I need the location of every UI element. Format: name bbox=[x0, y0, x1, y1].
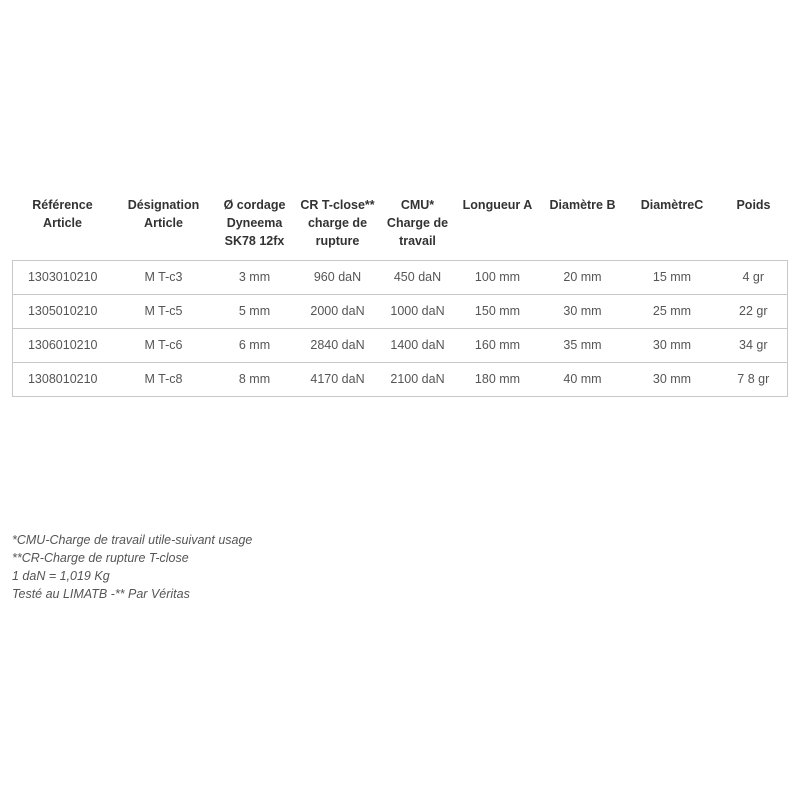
cell-reference: 1306010210 bbox=[13, 329, 113, 363]
footnote-conversion: 1 daN = 1,019 Kg bbox=[12, 569, 110, 583]
cell-weight: 34 gr bbox=[720, 329, 788, 363]
header-reference: Référence Article bbox=[32, 198, 93, 230]
cell-working-load: 2100 daN bbox=[381, 363, 455, 397]
cell-breaking-load: 4170 daN bbox=[295, 363, 381, 397]
cell-reference: 1308010210 bbox=[13, 363, 113, 397]
cell-diameter-c: 15 mm bbox=[625, 261, 720, 295]
specifications-table bbox=[12, 196, 788, 397]
cell-diameter-b: 30 mm bbox=[541, 295, 625, 329]
cell-rope-diameter: 3 mm bbox=[215, 261, 295, 295]
footnote-cr: **CR-Charge de rupture T-close bbox=[12, 551, 189, 565]
header-designation: Désignation Article bbox=[127, 198, 200, 230]
header-rope-diameter: Ø cordage Dyneema SK78 12fx bbox=[223, 198, 286, 248]
table-row bbox=[13, 295, 788, 329]
header-diameter-c: DiamètreC bbox=[640, 198, 704, 212]
header-diameter-b: Diamètre B bbox=[549, 198, 616, 212]
cell-diameter-b: 35 mm bbox=[541, 329, 625, 363]
footnote-cmu: *CMU-Charge de travail utile-suivant usage bbox=[12, 533, 253, 547]
cell-rope-diameter: 8 mm bbox=[215, 363, 295, 397]
cell-working-load: 450 daN bbox=[381, 261, 455, 295]
cell-breaking-load: 960 daN bbox=[295, 261, 381, 295]
cell-weight: 7 8 gr bbox=[720, 363, 788, 397]
header-length-a: Longueur A bbox=[462, 198, 533, 212]
table-body bbox=[13, 261, 788, 397]
cell-weight: 22 gr bbox=[720, 295, 788, 329]
cell-designation: M T-c3 bbox=[113, 261, 215, 295]
cell-rope-diameter: 5 mm bbox=[215, 295, 295, 329]
header-row bbox=[13, 196, 788, 261]
cell-diameter-b: 20 mm bbox=[541, 261, 625, 295]
header-weight: Poids bbox=[736, 198, 771, 212]
cell-breaking-load: 2000 daN bbox=[295, 295, 381, 329]
cell-diameter-c: 30 mm bbox=[625, 329, 720, 363]
header-working-load: CMU* Charge de travail bbox=[386, 198, 449, 248]
cell-working-load: 1000 daN bbox=[381, 295, 455, 329]
footnote-testing: Testé au LIMATB -** Par Véritas bbox=[12, 587, 190, 601]
cell-designation: M T-c6 bbox=[113, 329, 215, 363]
cell-working-load: 1400 daN bbox=[381, 329, 455, 363]
cell-weight: 4 gr bbox=[720, 261, 788, 295]
table-row bbox=[13, 329, 788, 363]
table-row bbox=[13, 363, 788, 397]
cell-reference: 1305010210 bbox=[13, 295, 113, 329]
cell-length-a: 180 mm bbox=[455, 363, 541, 397]
cell-diameter-c: 30 mm bbox=[625, 363, 720, 397]
cell-rope-diameter: 6 mm bbox=[215, 329, 295, 363]
cell-designation: M T-c5 bbox=[113, 295, 215, 329]
table-row bbox=[13, 261, 788, 295]
cell-reference: 1303010210 bbox=[13, 261, 113, 295]
cell-diameter-c: 25 mm bbox=[625, 295, 720, 329]
cell-designation: M T-c8 bbox=[113, 363, 215, 397]
cell-diameter-b: 40 mm bbox=[541, 363, 625, 397]
cell-length-a: 150 mm bbox=[455, 295, 541, 329]
cell-length-a: 160 mm bbox=[455, 329, 541, 363]
cell-breaking-load: 2840 daN bbox=[295, 329, 381, 363]
footnotes bbox=[12, 531, 252, 603]
header-breaking-load: CR T-close** charge de rupture bbox=[300, 198, 375, 248]
cell-length-a: 100 mm bbox=[455, 261, 541, 295]
table-header bbox=[13, 196, 788, 261]
